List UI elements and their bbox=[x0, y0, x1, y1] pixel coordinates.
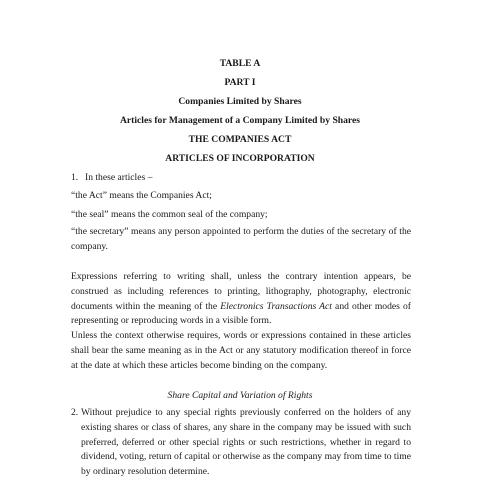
definition-act: “the Act” means the Companies Act; bbox=[71, 190, 212, 201]
expressions-text-1: Expressions referring to writing shall, unless the contrary intention appears, be construed as including references to printing, lithography, photography, electronic documents within the meaning of the bbox=[71, 271, 411, 312]
article-1-number: 1. bbox=[71, 172, 79, 183]
article-2-number: 2. bbox=[71, 407, 79, 418]
expressions-text-2: and other modes of representing or reproducing words in a visible form. bbox=[71, 300, 411, 327]
article-1-intro bbox=[71, 172, 411, 184]
definition-secretary: “the secretary” means any person appointed to perform the duties of the secretary of the company. bbox=[71, 226, 411, 252]
act-heading: THE COMPANIES ACT bbox=[188, 134, 292, 145]
expressions-paragraph bbox=[71, 270, 411, 329]
article-2 bbox=[71, 406, 411, 480]
articles-heading: ARTICLES OF INCORPORATION bbox=[165, 153, 315, 164]
electronics-act-title: Electronics Transactions Act bbox=[220, 300, 332, 312]
unless-paragraph: Unless the context otherwise requires, words or expressions contained in these articles shall bear the same meaning as in the Act or any statutory modification thereof in force at the date at which these articles become binding on the company. bbox=[71, 330, 411, 371]
subtitle-companies: Companies Limited by Shares bbox=[178, 96, 302, 107]
article-1-text: In these articles – bbox=[85, 172, 153, 183]
section-heading: Share Capital and Variation of Rights bbox=[167, 390, 313, 401]
article-2-text: Without prejudice to any special rights previously conferred on the holders of any existing shares or class of shares, any share in the company may be issued with such preferred, deferred or other special rights or such restrictions, whether in regard to dividend, voting, return of capital or otherwise as the company may from time to time by ordinary resolution determine. bbox=[81, 407, 411, 478]
definition-seal: “the seal” means the common seal of the company; bbox=[71, 209, 268, 220]
table-heading: TABLE A bbox=[219, 58, 261, 69]
subtitle-articles: Articles for Management of a Company Limited by Shares bbox=[119, 115, 360, 126]
part-heading: PART I bbox=[224, 77, 256, 88]
